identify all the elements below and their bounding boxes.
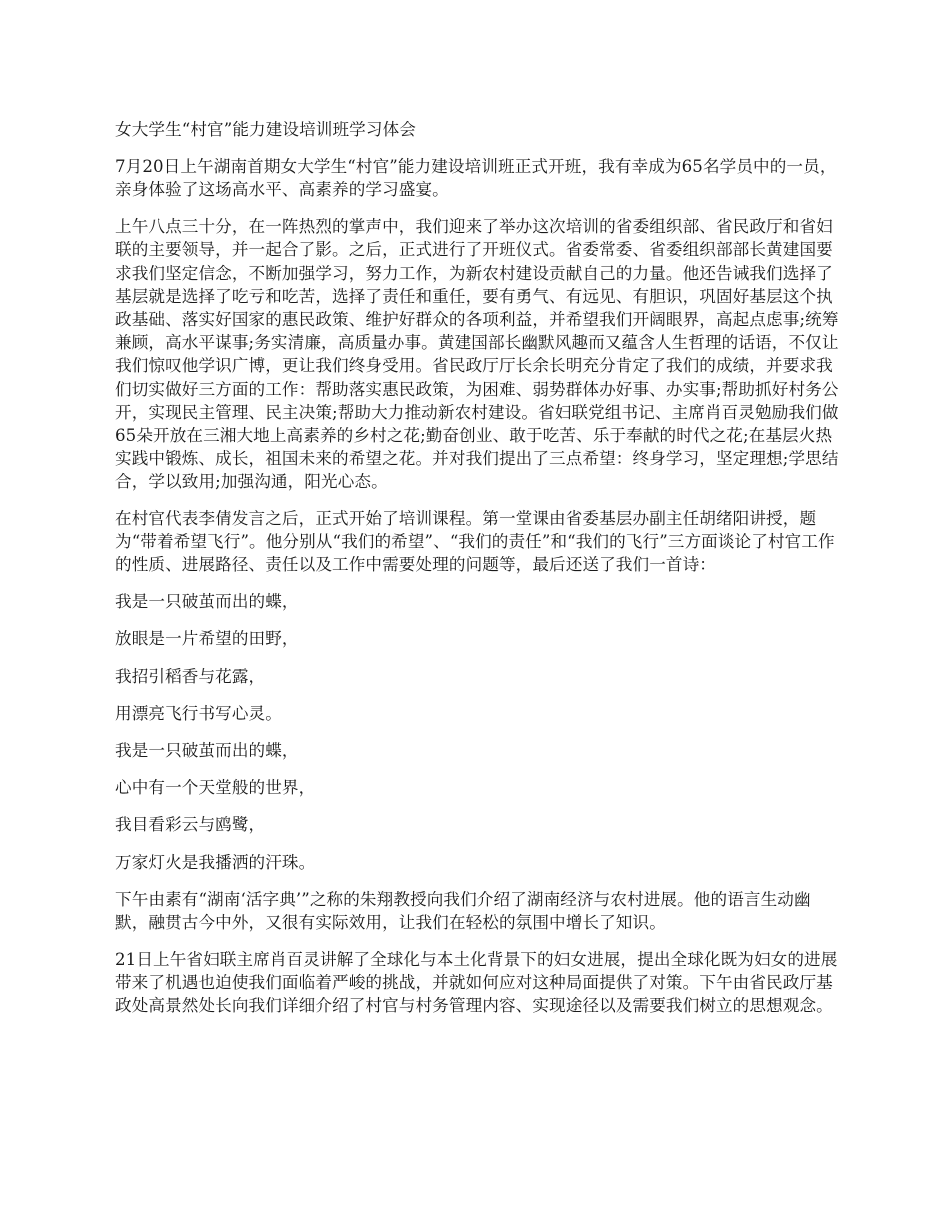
poem-line: 我目看彩云与鸥鹭， [115,815,266,835]
poem-line: 我是一只破茧而出的蝶， [115,592,299,612]
poem-line: 我招引稻香与花露， [115,666,266,686]
paragraph-day-two: 21日上午省妇联主席肖百灵讲解了全球化与本土化背景下的妇女进展，提出全球化既为妇女的进展带来了机遇也迫使我们面临着严峻的挑战，并就如何应对这种局面提供了对策。下午由省民政厅基政处高景然处长向我们详细介绍了村官与村务管理内容、实现途径以及需要我们树立的思想观念。 [115,949,838,1016]
poem-line: 我是一只破茧而出的蝶， [115,740,299,760]
paragraph-afternoon-lecture: 下午由素有“湖南‘活字典’”之称的朱翔教授向我们介绍了湖南经济与农村进展。他的语言生动幽默，融贯古今中外，又很有实际效用，让我们在轻松的氛围中增长了知识。 [115,889,811,932]
document-page [115,118,839,1031]
paragraph-ceremony: 上午八点三十分，在一阵热烈的掌声中，我们迎来了举办这次培训的省委组织部、省民政厅和省妇联的主要领导，并一起合了影。之后，正式进行了开班仪式。省委常委、省委组织部部长黄建国要求我们坚定信念，不断加强学习，努力工作，为新农村建设贡献自己的力量。他还告诫我们选择了基层就是选择了吃亏和吃苦，选择了责任和重任，要有勇气、有远见、有胆识，巩固好基层这个执政基础、落实好国家的惠民政策、维护好群众的各项利益，并希望我们开阔眼界，高起点虑事;统筹兼顾，高水平谋事;务实清廉，高质量办事。黄建国部长幽默风趣而又蕴含人生哲理的话语，不仅让我们惊叹他学识广博，更让我们终身受用。省民政厅厅长余长明充分肯定了我们的成绩，并要求我们切实做好三方面的工作：帮助落实惠民政策，为困难、弱势群体办好事、办实事;帮助抓好村务公开，实现民主管理、民主决策;帮助大力推动新农村建设。省妇联党组书记、主席肖百灵勉励我们做65朵开放在三湘大地上高素养的乡村之花;勤奋创业、敢于吃苦、乐于奉献的时代之花;在基层火热实践中锻炼、成长，祖国未来的希望之花。并对我们提出了三点希望：终身学习，坚定理想;学思结合，学以致用;加强沟通，阳光心态。 [115,217,839,492]
poem-line: 放眼是一片希望的田野， [115,629,299,649]
poem-line: 万家灯火是我播洒的汗珠。 [115,852,316,872]
paragraph-first-lesson: 在村官代表李倩发言之后，正式开始了培训课程。第一堂课由省委基层办副主任胡绪阳讲授，题为“带着希望飞行”。他分别从“我们的希望”、“我们的责任”和“我们的飞行”三方面谈论了村官工作的性质、进展路径、责任以及工作中需要处理的问题等，最后还送了我们一首诗： [115,509,835,575]
poem-line: 用漂亮飞行书写心灵。 [115,703,282,723]
paragraph-opening: 7月20日上午湖南首期女大学生“村官”能力建设培训班正式开班，我有幸成为65名学员中的一员，亲身体验了这场高水平、高素养的学习盛宴。 [115,157,837,200]
poem-line: 心中有一个天堂般的世界， [115,778,316,798]
document-title: 女大学生“村官”能力建设培训班学习体会 [115,120,416,139]
